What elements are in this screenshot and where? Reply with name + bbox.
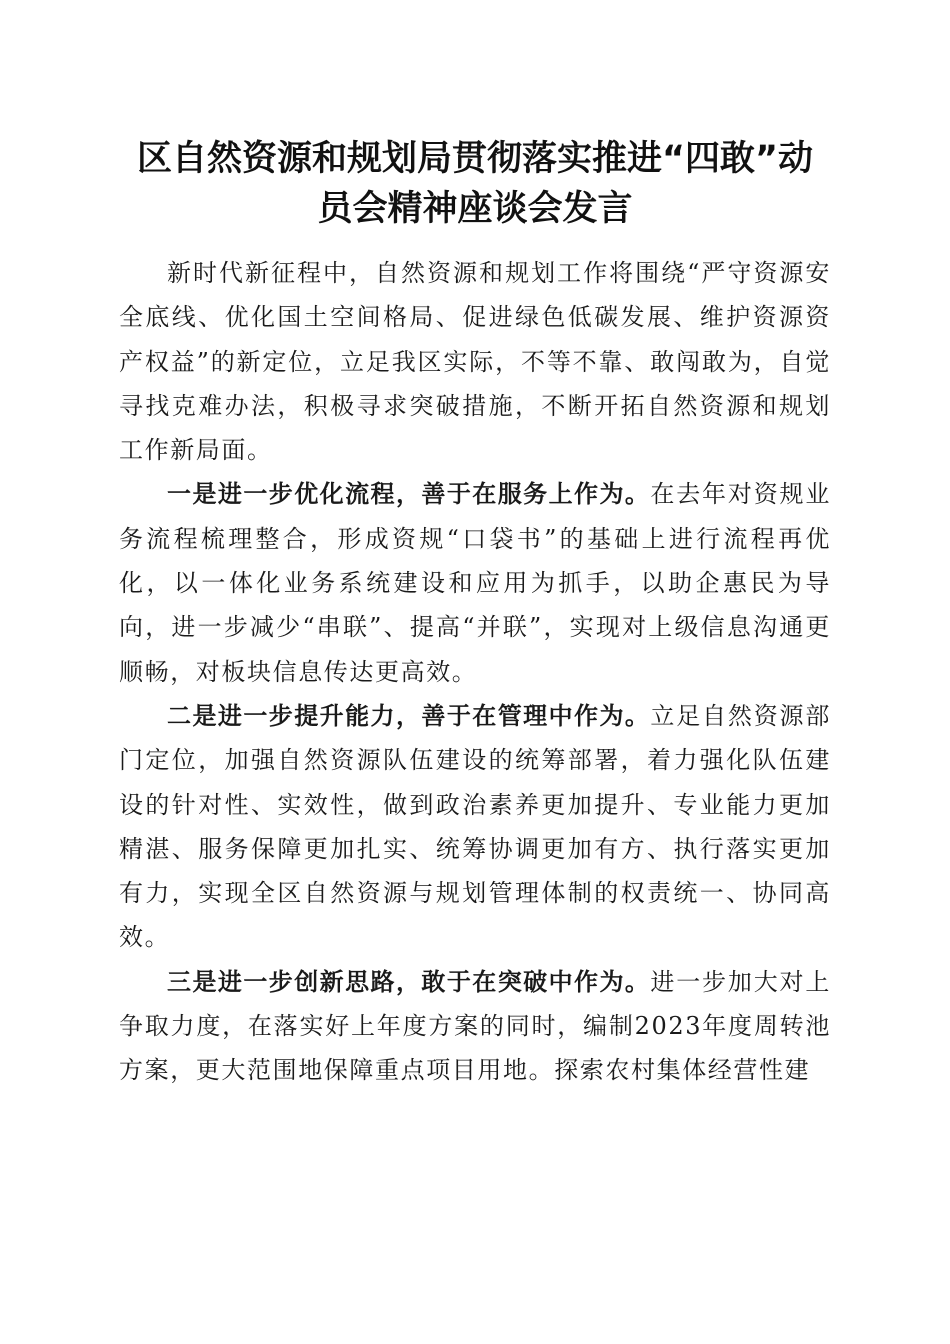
title-line-2: 员会精神座谈会发言 <box>317 189 633 229</box>
section-2-text: 立足自然资源部门定位，加强自然资源队伍建设的统筹部署，着力强化队伍建设的针对性、实效性，做到政治素养更加提升、专业能力更加精湛、服务保障更加扎实、统筹协调更加有方、执行落实更加有力，实现全区自然资源与规划管理体制的权责统一、协同高效。 <box>119 701 831 952</box>
section-1-text: 在去年对资规业务流程梳理整合，形成资规“口袋书”的基础上进行流程再优化，以一体化业务系统建设和应用为抓手，以助企惠民为导向，进一步减少“串联”、提高“并联”，实现对上级信息沟通更顺畅，对板块信息传达更高效。 <box>119 480 831 686</box>
section-2-lead: 二是进一步提升能力，善于在管理中作为。 <box>167 701 651 730</box>
document-body <box>119 251 831 1093</box>
section-paragraph-1 <box>119 472 831 693</box>
page-title <box>100 134 850 234</box>
section-3-lead: 三是进一步创新思路，敢于在突破中作为。 <box>167 967 651 996</box>
section-1-lead: 一是进一步优化流程，善于在服务上作为。 <box>167 480 651 509</box>
title-line-1: 区自然资源和规划局贯彻落实推进“四敢”动 <box>136 139 813 179</box>
intro-paragraph: 新时代新征程中，自然资源和规划工作将围绕“严守资源安全底线、优化国土空间格局、促进绿色低碳发展、维护资源资产权益”的新定位，立足我区实际，不等不靠、敢闯敢为，自觉寻找克难办法，积极寻求突破措施，不断开拓自然资源和规划工作新局面。 <box>119 259 831 465</box>
section-paragraph-3 <box>119 960 831 1093</box>
section-3-text: 进一步加大对上争取力度，在落实好上年度方案的同时，编制2023年度周转池方案，更大范围地保障重点项目用地。探索农村集体经营性建 <box>119 967 831 1085</box>
section-paragraph-2 <box>119 694 831 960</box>
